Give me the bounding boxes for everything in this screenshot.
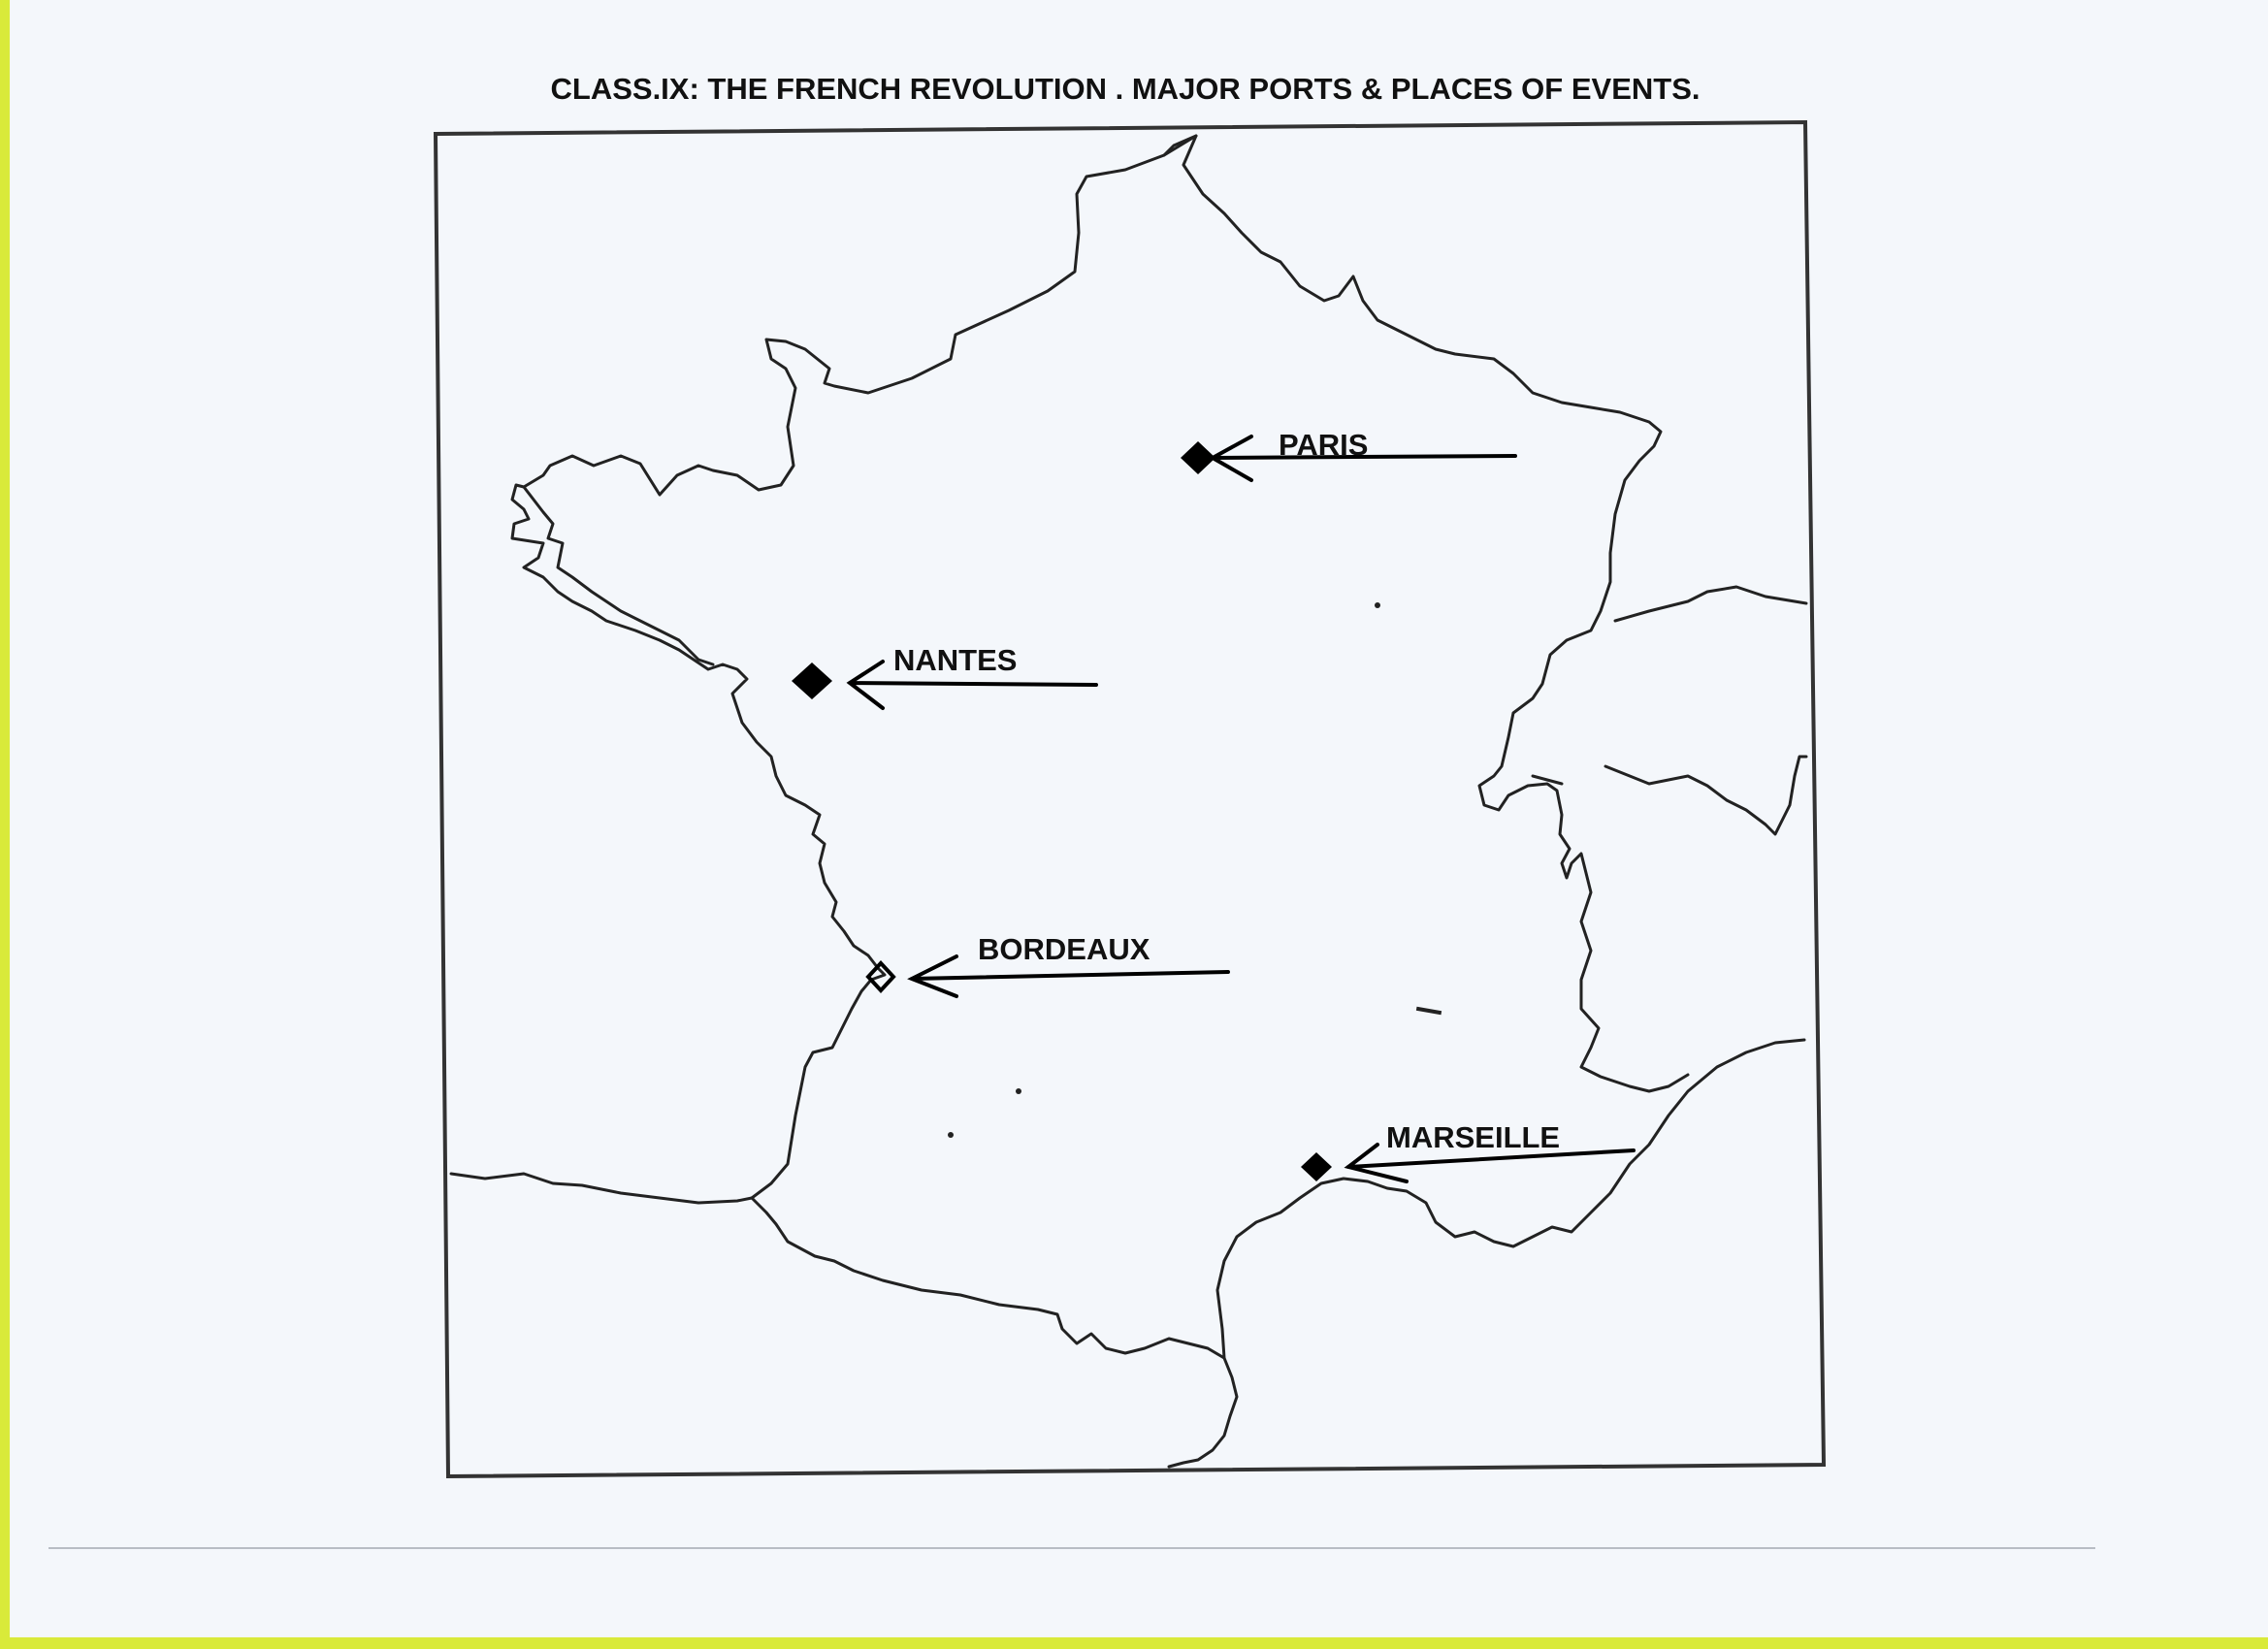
place-nantes [792,643,1096,708]
paris-label: PARIS [1279,428,1369,462]
page-title: CLASS.IX: THE FRENCH REVOLUTION . MAJOR PORTS & PLACES OF EVENTS. [550,72,1701,106]
place-marseille [1301,1120,1634,1181]
bordeaux-label: BORDEAUX [978,932,1150,966]
neighbour-borders [1533,587,1806,834]
nantes-label: NANTES [893,643,1018,677]
diamond-marker-icon [792,663,832,699]
france-east-outline [1164,136,1688,1091]
mediterranean-coast [1217,1040,1804,1358]
marseille-label: MARSEILLE [1386,1120,1561,1154]
france-outline [512,136,1196,1198]
france-south-outline [752,1198,1237,1467]
place-paris [1181,428,1515,480]
brittany-coast [524,487,713,664]
spain-border [451,1174,752,1203]
map-frame [436,122,1824,1476]
place-bordeaux [868,932,1228,996]
diamond-marker-icon [1301,1152,1332,1181]
